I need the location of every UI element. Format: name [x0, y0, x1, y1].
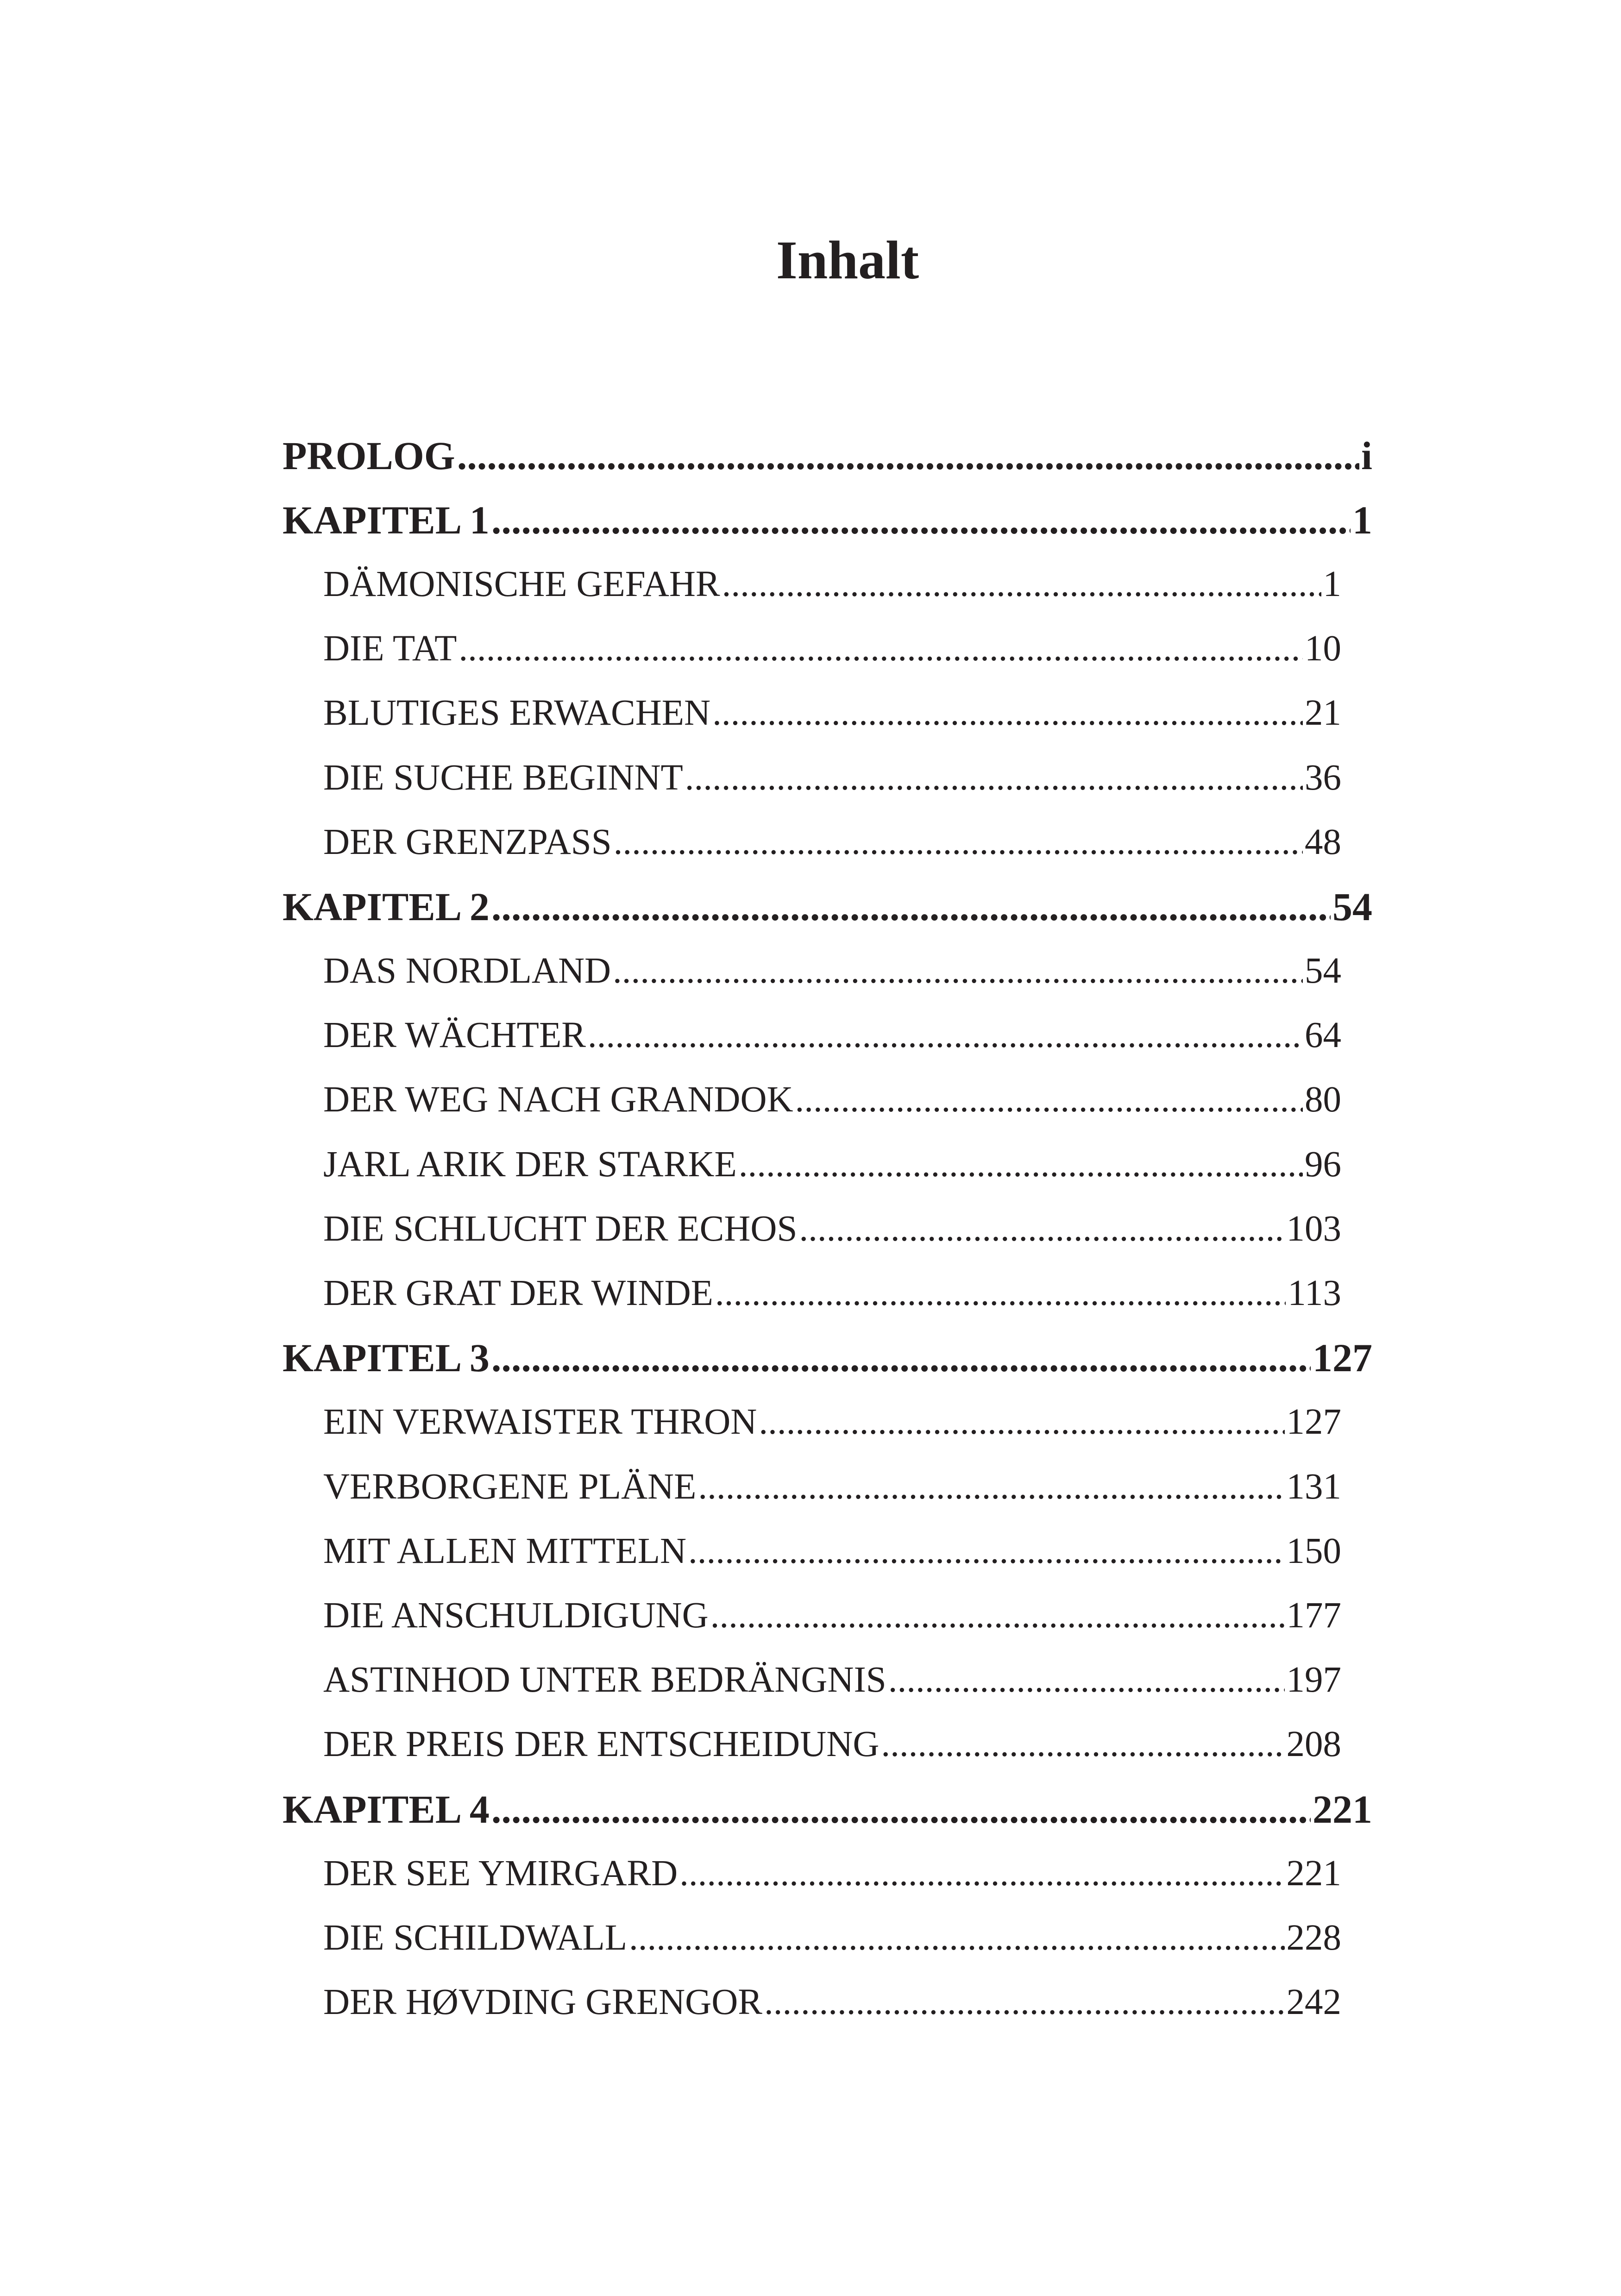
- toc-entry-title: KAPITEL 4: [283, 1787, 490, 1832]
- toc-leader-dots: [491, 497, 1351, 543]
- toc-entry-der-weg-nach-grandok[interactable]: [323, 1068, 1341, 1132]
- toc-entry-page: 21: [1305, 693, 1341, 734]
- toc-leader-dots: [698, 1466, 1284, 1508]
- toc-entry-die-schlucht-der-echos[interactable]: [323, 1197, 1341, 1261]
- toc-leader-dots: [457, 433, 1359, 479]
- toc-leader-dots: [881, 1724, 1284, 1765]
- toc-entry-der-hovding-grengor[interactable]: [323, 1970, 1341, 2035]
- toc-entry-title: DIE ANSCHULDIGUNG: [323, 1595, 709, 1636]
- toc-entry-title: DER SEE YMIRGARD: [323, 1853, 678, 1894]
- toc-entry-title: MIT ALLEN MITTELN: [323, 1531, 687, 1571]
- toc-leader-dots: [722, 564, 1321, 605]
- toc-entry-die-suche-beginnt[interactable]: [323, 746, 1341, 810]
- toc-entry-prolog[interactable]: [283, 423, 1372, 488]
- toc-entry-title: EIN VERWAISTER THRON: [323, 1402, 757, 1443]
- toc-entry-title: DIE SCHILDWALL: [323, 1917, 628, 1958]
- toc-entry-das-nordland[interactable]: [323, 939, 1341, 1004]
- toc-entry-title: JARL ARIK DER STARKE: [323, 1144, 737, 1185]
- toc-entry-title: ASTINHOD UNTER BEDRÄNGNIS: [323, 1660, 886, 1700]
- toc-entry-title: BLUTIGES ERWACHEN: [323, 693, 711, 734]
- toc-leader-dots: [688, 1531, 1284, 1572]
- toc-leader-dots: [614, 822, 1303, 863]
- toc-leader-dots: [685, 757, 1303, 799]
- toc-entry-page: 197: [1286, 1660, 1341, 1700]
- toc-leader-dots: [679, 1853, 1284, 1895]
- toc-entry-title: DIE SUCHE BEGINNT: [323, 757, 683, 798]
- toc-entry-die-schildwall[interactable]: [323, 1906, 1341, 1970]
- toc-entry-blutiges-erwachen[interactable]: [323, 681, 1341, 746]
- toc-entry-title: PROLOG: [283, 433, 455, 478]
- toc-leader-dots: [588, 1015, 1303, 1056]
- table-of-contents: [0, 423, 1621, 2090]
- toc-entry-page: 64: [1305, 1015, 1341, 1056]
- toc-entry-der-grenzpass[interactable]: [323, 810, 1341, 874]
- toc-leader-dots: [491, 1786, 1311, 1832]
- toc-entry-mit-allen-mitteln[interactable]: [323, 1519, 1341, 1583]
- toc-entry-verborgene-plaene[interactable]: [323, 1455, 1341, 1519]
- toc-entry-page: 127: [1286, 1402, 1341, 1443]
- toc-entry-page: 10: [1305, 628, 1341, 669]
- toc-leader-dots: [491, 1335, 1311, 1381]
- toc-entry-die-tat[interactable]: [323, 617, 1341, 681]
- toc-leader-dots: [613, 950, 1303, 992]
- toc-entry-ein-verwaister-thron[interactable]: [323, 1390, 1341, 1455]
- toc-entry-daemonische-gefahr[interactable]: [323, 552, 1341, 616]
- toc-entry-title: VERBORGENE PLÄNE: [323, 1466, 697, 1507]
- toc-entry-title: DER HØVDING GRENGOR: [323, 1982, 762, 2023]
- toc-entry-kapitel-1[interactable]: [283, 488, 1372, 552]
- toc-entry-title: KAPITEL 1: [283, 497, 490, 542]
- toc-entry-title: DER WÄCHTER: [323, 1015, 586, 1056]
- toc-entry-page: 242: [1286, 1982, 1341, 2023]
- toc-entry-title: DER WEG NACH GRANDOK: [323, 1079, 793, 1120]
- toc-entry-title: DER GRAT DER WINDE: [323, 1273, 713, 1314]
- toc-entry-page: 150: [1286, 1531, 1341, 1571]
- toc-leader-dots: [759, 1401, 1284, 1443]
- toc-entry-jarl-arik-der-starke[interactable]: [323, 1132, 1341, 1197]
- toc-entry-page: 36: [1305, 757, 1341, 798]
- toc-entry-page: 1: [1352, 497, 1372, 542]
- toc-leader-dots: [715, 1273, 1286, 1314]
- toc-entry-title: DÄMONISCHE GEFAHR: [323, 564, 720, 604]
- toc-entry-page: 103: [1286, 1208, 1341, 1249]
- toc-entry-page: 96: [1305, 1144, 1341, 1185]
- toc-entry-page: 1: [1323, 564, 1341, 604]
- toc-entry-page: i: [1361, 433, 1372, 478]
- toc-entry-page: 221: [1286, 1853, 1341, 1894]
- toc-entry-kapitel-4[interactable]: [283, 1777, 1372, 1841]
- toc-entry-page: 221: [1313, 1787, 1372, 1832]
- toc-entry-page: 228: [1286, 1917, 1341, 1958]
- toc-entry-title: KAPITEL 3: [283, 1336, 490, 1380]
- toc-entry-page: 208: [1286, 1724, 1341, 1765]
- toc-entry-kapitel-2[interactable]: [283, 874, 1372, 939]
- page-title: Inhalt: [776, 230, 919, 290]
- toc-leader-dots: [888, 1659, 1285, 1701]
- toc-entry-der-grat-der-winde[interactable]: [323, 1261, 1341, 1325]
- toc-entry-page: 127: [1313, 1336, 1372, 1380]
- toc-entry-page: 177: [1286, 1595, 1341, 1636]
- toc-entry-title: DER GRENZPASS: [323, 822, 612, 862]
- toc-leader-dots: [764, 1982, 1285, 2023]
- toc-entry-der-see-ymirgard[interactable]: [323, 1841, 1341, 1906]
- toc-leader-dots: [491, 884, 1331, 930]
- toc-leader-dots: [459, 628, 1303, 670]
- toc-leader-dots: [629, 1917, 1284, 1959]
- toc-entry-title: DIE TAT: [323, 628, 457, 669]
- toc-leader-dots: [795, 1079, 1303, 1121]
- toc-entry-page: 113: [1288, 1273, 1341, 1314]
- toc-entry-title: DAS NORDLAND: [323, 951, 611, 991]
- toc-entry-page: 48: [1305, 822, 1341, 862]
- toc-entry-astinhod-unter-bedraengnis[interactable]: [323, 1648, 1341, 1713]
- toc-leader-dots: [710, 1595, 1285, 1637]
- toc-entry-page: 131: [1286, 1466, 1341, 1507]
- toc-leader-dots: [712, 692, 1303, 734]
- toc-leader-dots: [799, 1208, 1284, 1250]
- toc-entry-page: 80: [1305, 1079, 1341, 1120]
- toc-leader-dots: [739, 1144, 1303, 1186]
- toc-entry-title: KAPITEL 2: [283, 884, 490, 929]
- toc-entry-page: 54: [1332, 884, 1372, 929]
- toc-entry-der-preis-der-entscheidung[interactable]: [323, 1713, 1341, 1777]
- toc-entry-der-waechter[interactable]: [323, 1004, 1341, 1068]
- toc-entry-title: DER PREIS DER ENTSCHEIDUNG: [323, 1724, 880, 1765]
- toc-entry-kapitel-3[interactable]: [283, 1326, 1372, 1390]
- toc-entry-die-anschuldigung[interactable]: [323, 1583, 1341, 1648]
- toc-entry-title: DIE SCHLUCHT DER ECHOS: [323, 1208, 798, 1249]
- toc-entry-page: 54: [1305, 951, 1341, 991]
